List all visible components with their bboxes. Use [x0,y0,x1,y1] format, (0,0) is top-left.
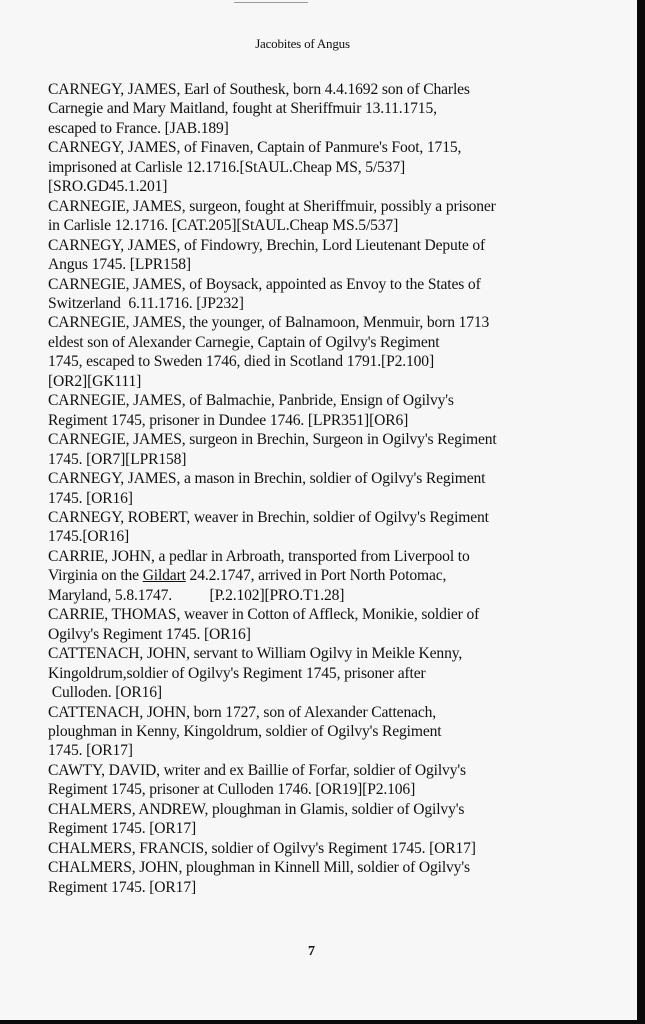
entry-continuation-line: Regiment 1745, prisoner in Dundee 1746. [LPR351][OR6] [48,411,409,429]
entry-continuation-line: [OR2][GK111] [48,372,142,390]
entry-heading-line: CARNEGIE, JAMES, the younger, of Balnamoon, Menmuir, born 1713 [48,314,490,332]
entry-continuation-line: imprisoned at Carlisle 12.1716.[StAUL.Cheap MS, 5/537] [48,158,406,176]
entry-heading-line: CHALMERS, ANDREW, ploughman in Glamis, soldier of Ogilvy's [48,800,465,818]
entry-continuation-line: 1745, escaped to Sweden 1746, died in Scotland 1791.[P2.100] [48,353,434,371]
scan-right-border [637,0,645,1024]
entry-continuation-line: Regiment 1745. [OR17] [48,878,197,896]
entry [48,605,548,644]
entry-list [48,80,548,897]
entry-continuation-line: escaped to France. [JAB.189] [48,119,229,137]
entry-heading-line: CARNEGY, ROBERT, weaver in Brechin, soldier of Ogilvy's Regiment [48,508,489,526]
entry [48,703,548,761]
entry-continuation-line: Regiment 1745, prisoner at Culloden 1746. [OR19][P2.106] [48,781,416,799]
entry [48,469,548,508]
entry-heading-line: CARNEGIE, JAMES, surgeon in Brechin, Surgeon in Ogilvy's Regiment [48,431,497,449]
entry-heading-line: CARRIE, JOHN, a pedlar in Arbroath, transported from Liverpool to [48,547,470,565]
entry-heading-line: CHALMERS, JOHN, ploughman in Kinnell Mill, soldier of Ogilvy's [48,859,470,877]
entry-continuation-line: in Carlisle 12.1716. [CAT.205][StAUL.Cheap MS.5/537] [48,217,399,235]
entry [48,858,548,897]
entry-heading-line: CARNEGIE, JAMES, of Balmachie, Panbride, Ensign of Ogilvy's [48,392,454,410]
entry-continuation-line: 1745. [OR16] [48,489,133,507]
entry [48,391,548,430]
entry [48,430,548,469]
entry-continuation-line: Kingoldrum,soldier of Ogilvy's Regiment 1745, prisoner after [48,664,426,682]
entry [48,547,548,605]
entry-heading-line: CARNEGY, JAMES, of Findowry, Brechin, Lord Lieutenant Depute of [48,236,486,254]
entry-continuation-line: 1745.[OR16] [48,528,130,546]
entry-continuation-line: 1745. [OR7][LPR158] [48,450,187,468]
entry-continuation-line: 1745. [OR17] [48,742,133,760]
entry [48,80,548,138]
entry [48,800,548,839]
entry-continuation-line: Regiment 1745. [OR17] [48,820,197,838]
scan-bottom-border [0,1020,645,1024]
entry-heading-line: CARRIE, THOMAS, weaver in Cotton of Affleck, Monikie, soldier of [48,606,480,624]
entry-continuation-line: Carnegie and Mary Maitland, fought at Sheriffmuir 13.11.1715, [48,100,437,118]
entry-continuation-line: ploughman in Kenny, Kingoldrum, soldier of Ogilvy's Regiment [48,722,442,740]
page-number: 7 [308,944,315,959]
entry-heading-line: CATTENACH, JOHN, servant to William Ogilvy in Meikle Kenny, [48,645,463,663]
entry-continuation-line: Ogilvy's Regiment 1745. [OR16] [48,625,251,643]
entry-continuation-line: Culloden. [OR16] [48,684,162,702]
entry-heading-line: CARNEGY, JAMES, Earl of Southesk, born 4.4.1692 son of Charles [48,81,470,98]
entry [48,275,548,314]
entry-continuation-line: Switzerland 6.11.1716. [JP232] [48,294,244,312]
entry-heading-line: CARNEGY, JAMES, a mason in Brechin, soldier of Ogilvy's Regiment [48,470,486,488]
entry-heading-line: CARNEGY, JAMES, of Finaven, Captain of Panmure's Foot, 1715, [48,139,462,157]
entry-heading-line: CARNEGIE, JAMES, of Boysack, appointed as Envoy to the States of [48,275,481,293]
entry [48,138,548,196]
entry [48,644,548,702]
entry-continuation-line: [SRO.GD45.1.201] [48,178,168,196]
page-top-edge [234,0,308,3]
entry [48,761,548,800]
entry-heading-line: CATTENACH, JOHN, born 1727, son of Alexander Cattenach, [48,703,437,721]
entry-continuation-line: Virginia on the Gildart 24.2.1747, arrived in Port North Potomac, [48,567,447,585]
entry-continuation-line: Maryland, 5.8.1747. [P.2.102][PRO.T1.28] [48,586,345,604]
entry [48,313,548,391]
entry [48,839,548,858]
entry-heading-line: CARNEGIE, JAMES, surgeon, fought at Sheriffmuir, possibly a prisoner [48,197,496,215]
entry [48,508,548,547]
entry-continuation-line: Angus 1745. [LPR158] [48,256,191,274]
entry-heading-line: CHALMERS, FRANCIS, soldier of Ogilvy's Regiment 1745. [OR17] [48,839,476,857]
entry [48,236,548,275]
entry-heading-line: CAWTY, DAVID, writer and ex Baillie of Forfar, soldier of Ogilvy's [48,761,466,779]
entry-continuation-line: eldest son of Alexander Carnegie, Captain of Ogilvy's Regiment [48,333,440,351]
entry [48,197,548,236]
ship-name: Gildart [142,567,186,585]
running-head: Jacobites of Angus [255,36,350,51]
